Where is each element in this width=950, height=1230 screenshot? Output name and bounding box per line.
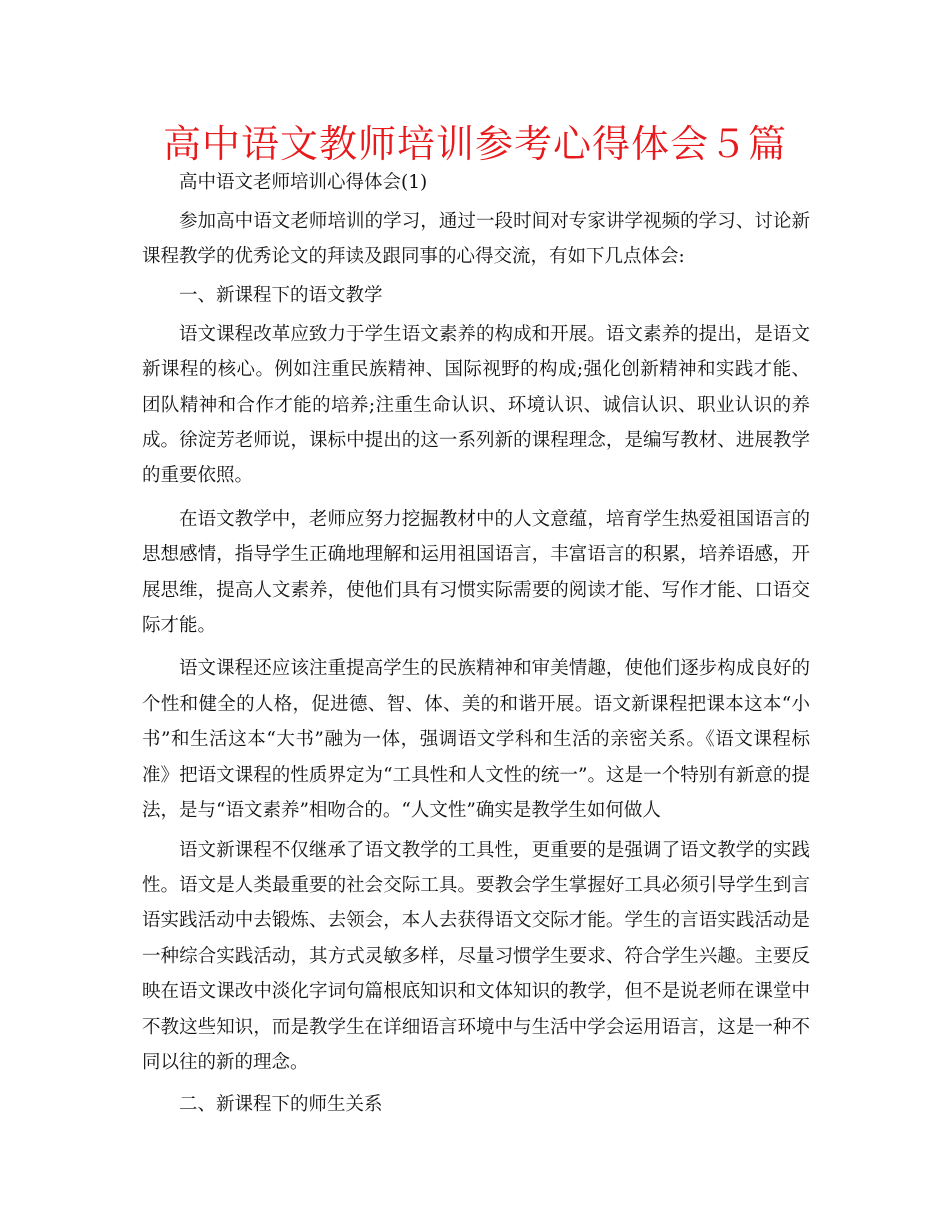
paragraph-national-spirit: 语文课程还应该注重提高学生的民族精神和审美情趣，使他们逐步构成良好的个性和健全的人格，促进德、智、体、美的和谐开展。语文新课程把课本这本“小书”和生活这本“大书”融为一体，强调语文学科和生活的亲密关系。《语文课程标准》把语文课程的性质界定为“工具性和人文性的统一”。这是一个特别有新意的提法，是与“语文素养”相吻合的。“人文性”确实是教学生如何做人 bbox=[142, 658, 810, 822]
document-title: 高中语文教师培训参考心得体会５篇 bbox=[162, 122, 787, 166]
section-heading-2: 二、新课程下的师生关系 bbox=[179, 1094, 383, 1116]
section-subtitle: 高中语文老师培训心得体会(1) bbox=[179, 172, 428, 193]
paragraph-practice: 语文新课程不仅继承了语文教学的工具性，更重要的是强调了语文教学的实践性。语文是人类最重要的社会交际工具。要教会学生掌握好工具必须引导学生到言语实践活动中去锻炼、去领会，本人去获得语文交际才能。学生的言语实践活动是一种综合实践活动，其方式灵敏多样，尽量习惯学生要求、符合学生兴趣。主要反映在语文课改中淡化字词句篇根底知识和文体知识的教学，但不是说老师在课堂中不教这些知识，而是教学生在详细语言环境中与生活中学会运用语言，这是一种不同以往的新的理念。 bbox=[142, 839, 810, 1073]
document-body bbox=[142, 166, 810, 1122]
section-heading-1: 一、新课程下的语文教学 bbox=[179, 284, 383, 306]
paragraph-humanistic: 在语文教学中，老师应努力挖掘教材中的人文意蕴，培育学生热爱祖国语言的思想感情，指导学生正确地理解和运用祖国语言，丰富语言的积累，培养语感，开展思维，提高人文素养，使他们具有习惯实际需要的阅读才能、写作才能、口语交际才能。 bbox=[142, 508, 810, 637]
paragraph-literacy: 语文课程改革应致力于学生语文素养的构成和开展。语文素养的提出，是语文新课程的核心。例如注重民族精神、国际视野的构成;强化创新精神和实践才能、团队精神和合作才能的培养;注重生命认识、环境认识、诚信认识、职业认识的养成。徐淀芳老师说，课标中提出的这一系列新的课程理念，是编写教材、进展教学的重要依照。 bbox=[142, 323, 810, 487]
paragraph-intro: 参加高中语文老师培训的学习，通过一段时间对专家讲学视频的学习、讨论新课程教学的优秀论文的拜读及跟同事的心得交流，有如下几点体会: bbox=[142, 211, 810, 268]
